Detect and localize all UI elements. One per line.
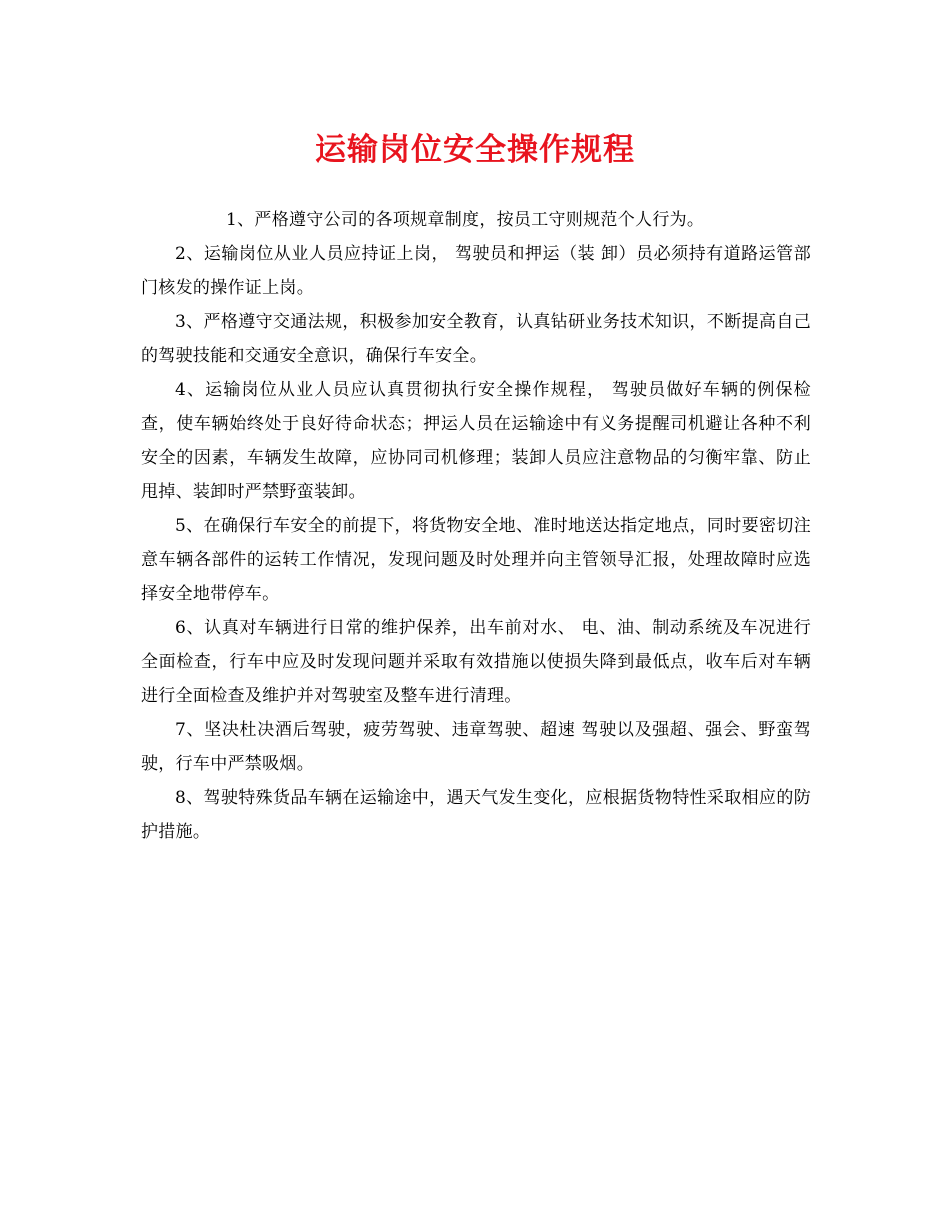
paragraph-4: 4、运输岗位从业人员应认真贯彻执行安全操作规程， 驾驶员做好车辆的例保检查，使车辆始终处于良好待命状态；押运人员在运输途中有义务提醒司机避让各种不利安全的因素，车辆发生故障，应协同司机修理；装卸人员应注意物品的匀衡牢靠、防止甩掉、装卸时严禁野蛮装卸。 xyxy=(141,380,811,502)
document-body xyxy=(141,203,811,849)
paragraph-5: 5、在确保行车安全的前提下，将货物安全地、准时地送达指定地点，同时要密切注意车辆各部件的运转工作情况，发现问题及时处理并向主管领导汇报，处理故障时应选择安全地带停车。 xyxy=(141,516,811,604)
paragraph-1: 1、严格遵守公司的各项规章制度，按员工守则规范个人行为。 xyxy=(226,210,705,230)
paragraph-2: 2、运输岗位从业人员应持证上岗， 驾驶员和押运（装 卸）员必须持有道路运管部门核发的操作证上岗。 xyxy=(141,244,811,298)
document-title: 运输岗位安全操作规程 xyxy=(315,132,635,168)
paragraph-7: 7、坚决杜决酒后驾驶，疲劳驾驶、违章驾驶、超速 驾驶以及强超、强会、野蛮驾驶，行车中严禁吸烟。 xyxy=(141,720,811,774)
paragraph-6: 6、认真对车辆进行日常的维护保养，出车前对水、 电、油、制动系统及车况进行全面检查，行车中应及时发现问题并采取有效措施以使损失降到最低点，收车后对车辆进行全面检查及维护并对驾驶室及整车进行清理。 xyxy=(141,618,811,706)
paragraph-3: 3、严格遵守交通法规，积极参加安全教育，认真钻研业务技术知识，不断提高自己的驾驶技能和交通安全意识，确保行车安全。 xyxy=(141,312,811,366)
paragraph-8: 8、驾驶特殊货品车辆在运输途中，遇天气发生变化，应根据货物特性采取相应的防护措施。 xyxy=(141,788,811,842)
